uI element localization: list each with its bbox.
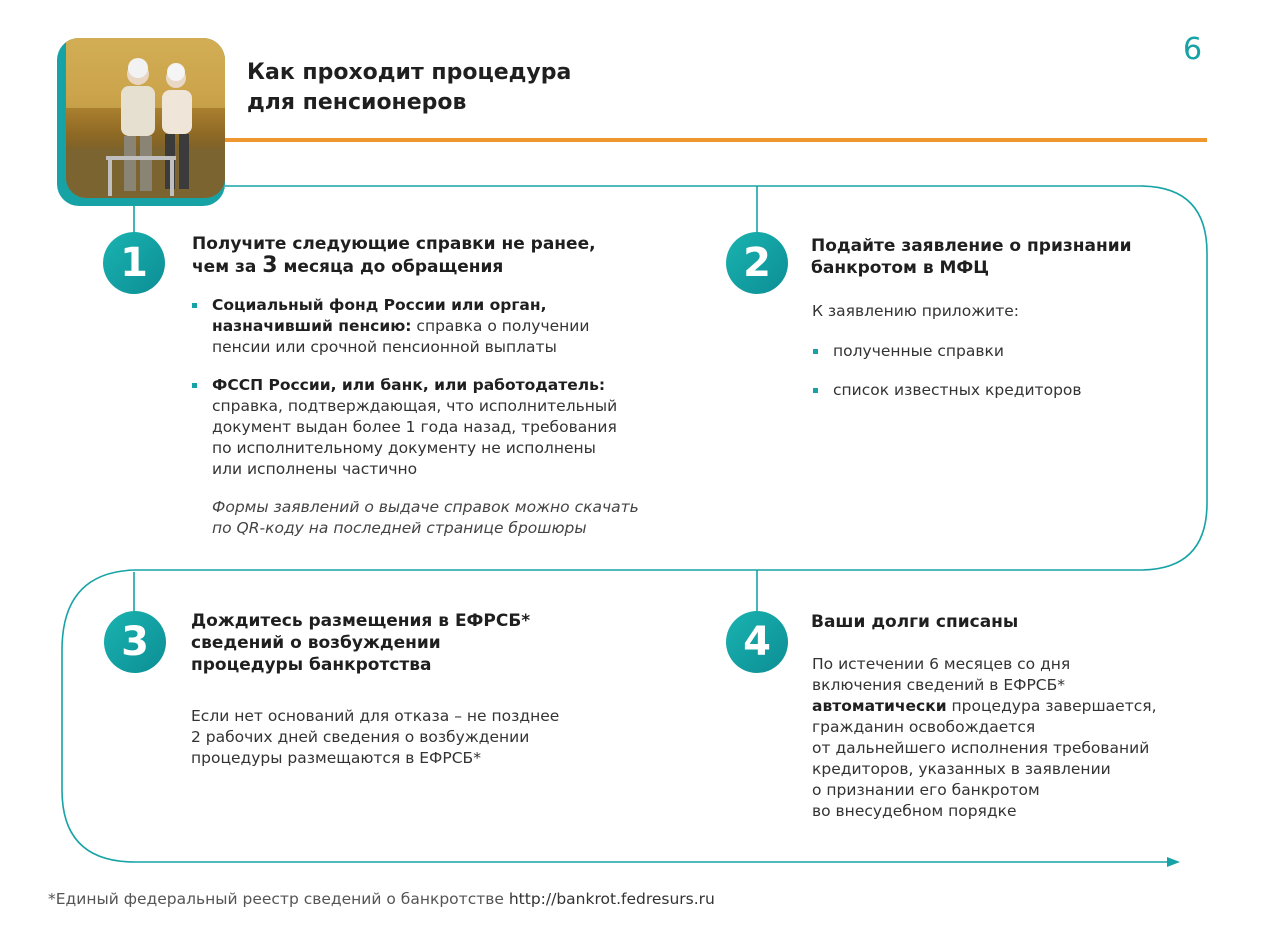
step-2-list — [813, 341, 1082, 401]
list-item: полученные справки — [813, 341, 1082, 362]
page-title: Как проходит процедура для пенсионеров — [247, 60, 572, 115]
footnote-link[interactable]: http://bankrot.fedresurs.ru — [508, 890, 715, 908]
bullet-icon — [813, 349, 818, 354]
step-4-text: По истечении 6 месяцев со дня включения сведений в ЕФРСБ* автоматически процедура завершается, гражданин освобождается от дальнейшего исполнения требований кредиторов, указанных в заявлении о признании его банкротом во внесудебном порядке — [812, 655, 1157, 820]
step-1-number: 1 — [103, 232, 165, 294]
bullet-icon — [192, 383, 197, 388]
bullet-icon — [192, 303, 197, 308]
footnote: *Единый федеральный реестр сведений о банкротстве http://bankrot.fedresurs.ru — [48, 890, 715, 908]
step-2-intro: К заявлению приложите: — [812, 302, 1020, 320]
flow-arrow-icon — [1167, 857, 1180, 867]
photo-frame — [57, 38, 225, 206]
step-3-number: 3 — [104, 611, 166, 673]
step-2-heading: Подайте заявление о признании банкротом в МФЦ — [811, 236, 1132, 278]
list-item: ФССП России, или банк, или работодатель: справка, подтверждающая, что исполнительный документ выдан более 1 года назад, требования по исполнительному документу не исполнены или исполнены частично — [192, 375, 712, 480]
elderly-couple-photo — [66, 38, 225, 198]
step-3-text: Если нет оснований для отказа – не позднее 2 рабочих дней сведения о возбуждении процедуры размещаются в ЕФРСБ* — [191, 707, 560, 767]
step-4-number: 4 — [726, 611, 788, 673]
step-4-heading: Ваши долги списаны — [811, 612, 1019, 632]
list-item: Социальный фонд России или орган, назначивший пенсию: справка о получении пенсии или срочной пенсионной выплаты — [192, 295, 712, 358]
qr-note: Формы заявлений о выдаче справок можно скачать по QR-коду на последней странице брошюры — [212, 498, 639, 537]
bullet-icon — [813, 388, 818, 393]
page-number: 6 — [1183, 32, 1203, 67]
step-1-heading: Получите следующие справки не ранее, чем за 3 месяца до обращения — [192, 234, 596, 278]
title-divider — [225, 138, 1207, 142]
list-item: список известных кредиторов — [813, 380, 1082, 401]
step-2-number: 2 — [726, 232, 788, 294]
step-3-heading: Дождитесь размещения в ЕФРСБ* сведений о возбуждении процедуры банкротства — [191, 611, 531, 675]
step-1-list — [192, 295, 712, 539]
